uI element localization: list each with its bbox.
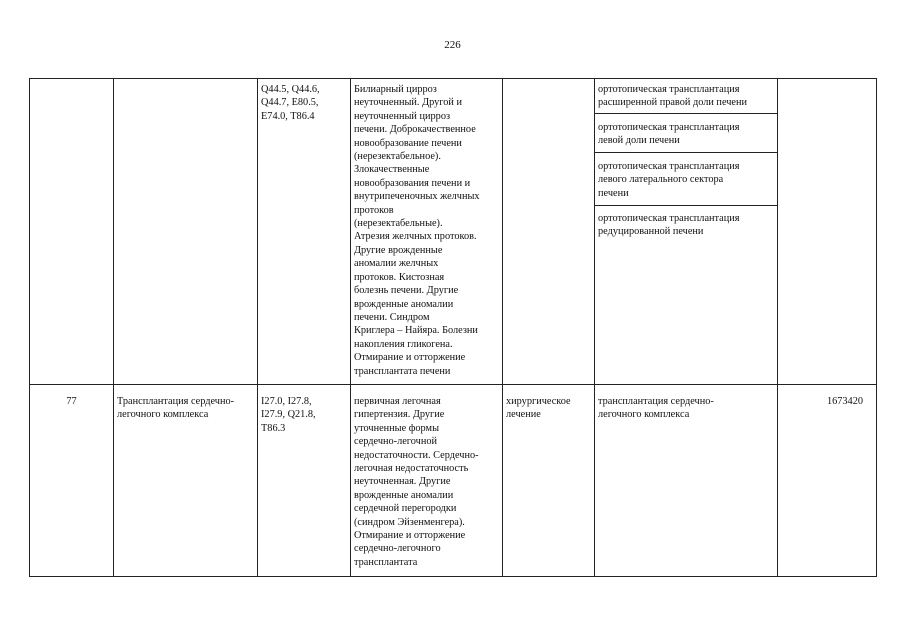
procedure-name-cell: Трансплантация сердечно- легочного комплекса [117,396,235,421]
method-cell: трансплантация сердечно- легочного комплекса [598,396,714,421]
cost-cell: 1673420 [826,396,863,407]
column-divider [113,78,114,577]
method-separator [594,152,777,153]
treatment-type-cell: хирургическое лечение [506,396,571,421]
table-right-border [876,78,877,577]
table-bottom-border [29,576,877,577]
row-number-cell: 77 [66,396,77,407]
page-number: 226 [444,39,461,51]
column-divider [777,78,778,577]
table-left-border [29,78,30,577]
method-cell: ортотопическая трансплантация расширенной правой доли печени [598,84,748,109]
method-separator [594,205,777,206]
method-cell: ортотопическая трансплантация левого латерального сектора печени [598,161,740,199]
diagnosis-cell: первичная легочная гипертензия. Другие уточненные формы сердечно-легочной недостаточности. Сердечно- легочная недостаточность неуточненная. Другие врожденные аномалии сердечной перегородки (синдром Эйзенменгера). Отмирание и отторжение сердечно-легочного трансплантата [354,396,479,568]
column-divider [594,78,595,577]
diagnosis-cell: Билиарный цирроз неуточненный. Другой и неуточненный цирроз печени. Доброкачественное новообразование печени (нерезектабельное). Злокачественные новообразования печени и внутрипеченочных желчных протоков (нерезектабельные). Атрезия желчных протоков. Другие врожденные аномалии желчных протоков. Кистозная болезнь печени. Другие врожденные аномалии печени. Синдром Криглера – Найяра. Болезни накопления гликогена. Отмирание и отторжение трансплантата печени [354,84,480,377]
icd-codes-cell: Q44.5, Q44.6, Q44.7, E80.5, E74.0, T86.4 [261,84,320,122]
column-divider [350,78,351,577]
table-top-border [29,78,877,79]
row-separator [29,384,877,385]
column-divider [257,78,258,577]
method-cell: ортотопическая трансплантация редуцированной печени [598,213,740,238]
method-cell: ортотопическая трансплантация левой доли печени [598,122,740,147]
method-separator [594,113,777,114]
icd-codes-cell: I27.0, I27.8, I27.9, Q21.8, T86.3 [261,396,316,434]
